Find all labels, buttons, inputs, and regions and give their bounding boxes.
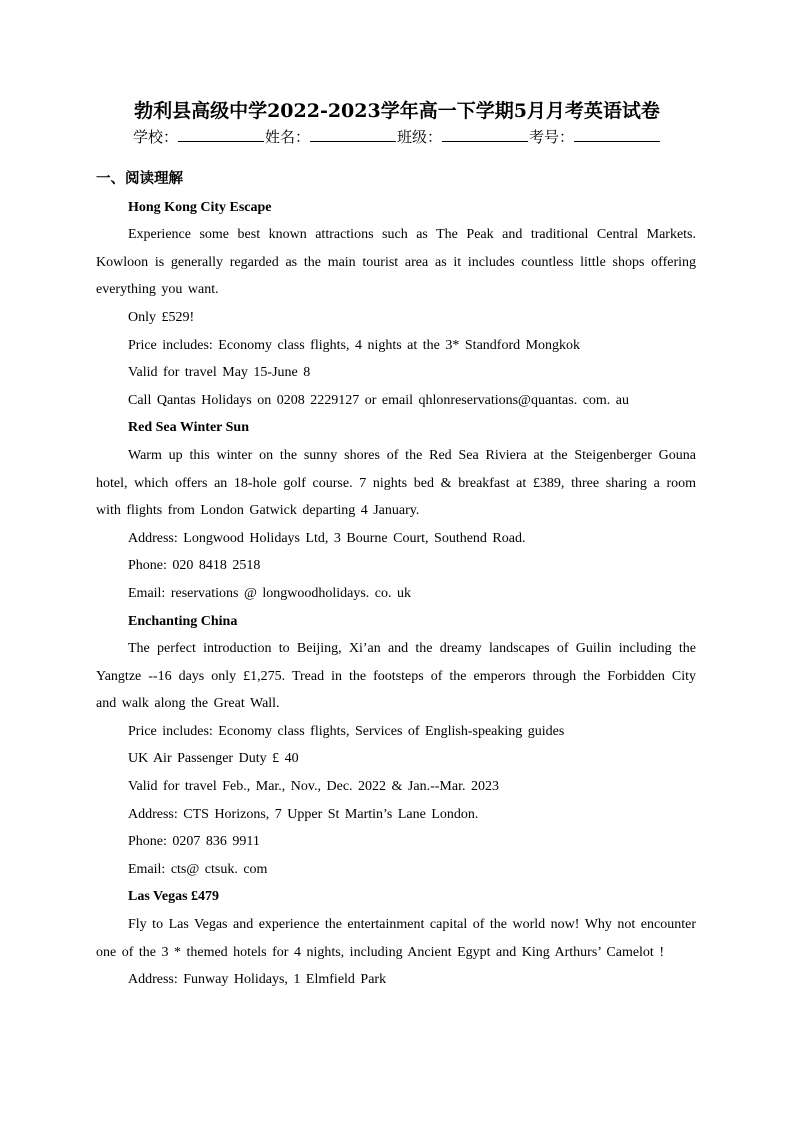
class-label: 班级：	[397, 128, 443, 146]
page-title: 勃利县高级中学2022-2023学年高一下学期5月月考英语试卷	[134, 100, 660, 122]
ad-paragraph: Warm up this winter on the sunny shores of the Red Sea Riviera at the Steigenberger Gouna hotel, which offers an 18-hole golf course. 7 nights bed & breakfast at £389, three sharing a room with flights from London Gatwick departing 4 January.	[96, 447, 696, 519]
ad-line: Call Qantas Holidays on 0208 2229127 or email qhlonreservations@quantas. com. au	[128, 392, 630, 408]
ad-heading: Hong Kong City Escape	[128, 199, 272, 215]
student-info-line	[0, 126, 794, 147]
school-label: 学校：	[132, 128, 178, 146]
ad-line: Email: reservations @ longwoodholidays. co. uk	[128, 585, 412, 601]
ad-paragraph: The perfect introduction to Beijing, Xi’an and the dreamy landscapes of Guilin including the Yangtze --16 days only £1,275. Tread in the footsteps of the emperors through the Forbidden City and walk along the Great Wall.	[96, 641, 696, 712]
class-blank[interactable]	[442, 127, 528, 142]
ad-line: Phone: 020 8418 2518	[128, 558, 261, 574]
name-label: 姓名：	[264, 128, 310, 146]
ad-line: Valid for travel May 15-June 8	[128, 365, 311, 381]
exam-number-blank[interactable]	[574, 127, 660, 142]
ad-paragraph: Experience some best known attractions such as The Peak and traditional Central Markets. Kowloon is generally regarded as the main tourist area as it includes countless little shops offering everything you want.	[96, 227, 696, 298]
ad-line: Address: Funway Holidays, 1 Elmfield Park	[128, 972, 387, 988]
reading-section	[96, 166, 696, 994]
ad-line: Valid for travel Feb., Mar., Nov., Dec. 2022 & Jan.--Mar. 2023	[128, 779, 499, 795]
name-blank[interactable]	[310, 127, 396, 142]
ad-heading: Red Sea Winter Sun	[128, 420, 249, 436]
exam-number-label: 考号：	[529, 128, 575, 146]
ad-line: UK Air Passenger Duty £ 40	[128, 751, 299, 767]
ad-line: Email: cts@ ctsuk. com	[128, 861, 268, 877]
ad-line: Phone: 0207 836 9911	[128, 834, 260, 850]
ad-line: Address: CTS Horizons, 7 Upper St Martin’s Lane London.	[128, 806, 479, 822]
ad-heading: Enchanting China	[128, 613, 238, 629]
school-blank[interactable]	[178, 127, 264, 142]
ad-line: Only £529!	[128, 309, 195, 325]
section-heading: 一、阅读理解	[96, 171, 183, 187]
ad-line: Price includes: Economy class flights, 4 nights at the 3* Standford Mongkok	[128, 337, 581, 353]
ad-line: Price includes: Economy class flights, Services of English-speaking guides	[128, 723, 565, 739]
ad-line: Address: Longwood Holidays Ltd, 3 Bourne Court, Southend Road.	[128, 530, 526, 546]
ad-paragraph: Fly to Las Vegas and experience the entertainment capital of the world now! Why not encounter one of the 3 * themed hotels for 4 nights, including Ancient Egypt and King Arthurs’ Camelot !	[96, 917, 696, 960]
ad-heading: Las Vegas £479	[128, 889, 220, 905]
